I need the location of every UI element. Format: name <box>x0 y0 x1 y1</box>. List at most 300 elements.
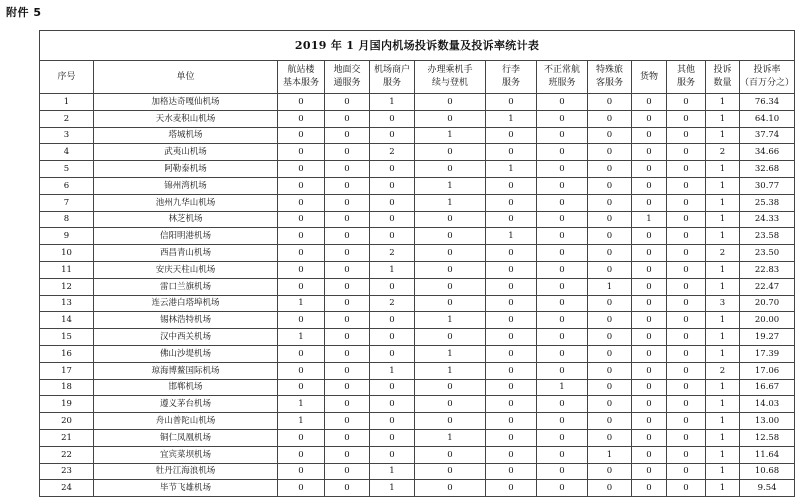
table-cell: 0 <box>588 144 632 161</box>
table-cell: 0 <box>667 396 706 413</box>
column-header <box>370 61 415 94</box>
table-cell: 1 <box>370 463 415 480</box>
table-cell: 8 <box>40 211 94 228</box>
table-cell: 1 <box>706 480 740 497</box>
table-cell: 0 <box>325 177 370 194</box>
table-cell: 30.77 <box>740 177 795 194</box>
table-cell: 1 <box>278 295 325 312</box>
table-cell: 37.74 <box>740 127 795 144</box>
table-cell: 1 <box>537 379 588 396</box>
table-cell: 16 <box>40 345 94 362</box>
table-cell: 0 <box>632 446 667 463</box>
table-cell: 0 <box>632 429 667 446</box>
table-cell: 20 <box>40 413 94 430</box>
column-header-line1: 序号 <box>57 71 76 82</box>
table-cell: 0 <box>632 362 667 379</box>
column-header-line2: 数量 <box>713 78 732 88</box>
table-cell: 0 <box>486 211 537 228</box>
table-cell: 1 <box>706 127 740 144</box>
column-header <box>740 61 795 94</box>
table-cell: 0 <box>667 329 706 346</box>
table-cell: 76.34 <box>740 94 795 111</box>
table-cell: 0 <box>588 480 632 497</box>
table-cell: 0 <box>632 261 667 278</box>
table-cell: 13 <box>40 295 94 312</box>
table-cell: 13.00 <box>740 413 795 430</box>
table-cell: 0 <box>370 329 415 346</box>
table-row <box>40 177 795 194</box>
table-cell: 0 <box>278 362 325 379</box>
table-cell: 3 <box>706 295 740 312</box>
table-cell: 1 <box>278 329 325 346</box>
table-cell: 0 <box>370 211 415 228</box>
table-cell: 0 <box>325 94 370 111</box>
table-cell: 0 <box>325 161 370 178</box>
table-cell: 19.27 <box>740 329 795 346</box>
table-cell: 0 <box>325 362 370 379</box>
table-cell: 0 <box>370 127 415 144</box>
table-row <box>40 362 795 379</box>
table-cell: 林芝机场 <box>94 211 278 228</box>
table-cell: 1 <box>415 177 486 194</box>
column-header <box>325 61 370 94</box>
table-cell: 0 <box>415 379 486 396</box>
table-cell: 0 <box>370 429 415 446</box>
table-cell: 0 <box>486 295 537 312</box>
table-cell: 0 <box>588 362 632 379</box>
table-row <box>40 463 795 480</box>
table-cell: 0 <box>537 228 588 245</box>
table-cell: 0 <box>278 345 325 362</box>
table-cell: 0 <box>415 278 486 295</box>
table-cell: 1 <box>588 446 632 463</box>
column-header <box>94 61 278 94</box>
table-cell: 0 <box>667 177 706 194</box>
table-cell: 天水麦积山机场 <box>94 110 278 127</box>
column-header-row <box>40 61 795 94</box>
column-header-line1: 地面交 <box>333 65 361 75</box>
table-cell: 连云港白塔埠机场 <box>94 295 278 312</box>
table-cell: 0 <box>325 211 370 228</box>
table-cell: 23.50 <box>740 245 795 262</box>
table-cell: 0 <box>370 278 415 295</box>
table-row <box>40 329 795 346</box>
table-cell: 0 <box>667 480 706 497</box>
column-header-line2: （百万分之） <box>740 78 795 88</box>
table-cell: 9.54 <box>740 480 795 497</box>
column-header-line1: 航站楼 <box>287 65 315 75</box>
table-row <box>40 161 795 178</box>
table-cell: 0 <box>632 480 667 497</box>
table-cell: 0 <box>588 228 632 245</box>
table-cell: 0 <box>325 245 370 262</box>
table-cell: 0 <box>325 379 370 396</box>
table-cell: 17 <box>40 362 94 379</box>
table-cell: 0 <box>486 446 537 463</box>
attachment-label: 附件 5 <box>6 6 42 19</box>
table-cell: 0 <box>667 94 706 111</box>
table-cell: 0 <box>486 429 537 446</box>
table-row <box>40 413 795 430</box>
table-cell: 1 <box>415 127 486 144</box>
table-cell: 0 <box>537 362 588 379</box>
table-cell: 0 <box>278 429 325 446</box>
table-cell: 4 <box>40 144 94 161</box>
column-header-line1: 单位 <box>176 71 195 82</box>
table-cell: 雷口兰旗机场 <box>94 278 278 295</box>
table-cell: 0 <box>667 194 706 211</box>
table-cell: 10 <box>40 245 94 262</box>
table-cell: 0 <box>667 345 706 362</box>
table-cell: 信阳明港机场 <box>94 228 278 245</box>
table-cell: 0 <box>537 194 588 211</box>
table-cell: 0 <box>588 110 632 127</box>
table-cell: 0 <box>370 345 415 362</box>
table-cell: 池州九华山机场 <box>94 194 278 211</box>
table-cell: 0 <box>278 228 325 245</box>
column-header-line1: 办理乘机手 <box>427 65 473 75</box>
table-cell: 0 <box>370 161 415 178</box>
table-cell: 毕节飞雄机场 <box>94 480 278 497</box>
table-cell: 0 <box>486 480 537 497</box>
table-cell: 0 <box>632 295 667 312</box>
table-cell: 0 <box>667 161 706 178</box>
table-cell: 16.67 <box>740 379 795 396</box>
table-cell: 0 <box>588 429 632 446</box>
table-cell: 1 <box>278 413 325 430</box>
table-cell: 0 <box>278 463 325 480</box>
table-cell: 0 <box>278 110 325 127</box>
table-cell: 0 <box>632 329 667 346</box>
table-cell: 0 <box>370 194 415 211</box>
table-cell: 0 <box>278 211 325 228</box>
table-cell: 0 <box>667 245 706 262</box>
table-cell: 0 <box>486 379 537 396</box>
table-cell: 0 <box>632 278 667 295</box>
table-cell: 0 <box>667 362 706 379</box>
table-cell: 0 <box>537 211 588 228</box>
table-row <box>40 312 795 329</box>
table-cell: 0 <box>632 396 667 413</box>
table-cell: 0 <box>415 480 486 497</box>
table-cell: 0 <box>325 110 370 127</box>
table-cell: 0 <box>415 161 486 178</box>
table-cell: 0 <box>415 413 486 430</box>
table-cell: 1 <box>40 94 94 111</box>
table-cell: 0 <box>588 245 632 262</box>
table-cell: 0 <box>486 345 537 362</box>
table-cell: 0 <box>415 446 486 463</box>
table-cell: 14 <box>40 312 94 329</box>
table-cell: 0 <box>667 278 706 295</box>
table-cell: 6 <box>40 177 94 194</box>
table-cell: 22.47 <box>740 278 795 295</box>
table-cell: 0 <box>415 261 486 278</box>
table-cell: 1 <box>706 228 740 245</box>
table-cell: 0 <box>632 312 667 329</box>
table-row <box>40 480 795 497</box>
table-cell: 铜仁凤凰机场 <box>94 429 278 446</box>
table-cell: 0 <box>370 379 415 396</box>
table-cell: 22 <box>40 446 94 463</box>
table-row <box>40 228 795 245</box>
table-cell: 宜宾菜坝机场 <box>94 446 278 463</box>
column-header-line1: 货物 <box>639 71 658 82</box>
table-cell: 0 <box>486 94 537 111</box>
table-cell: 0 <box>325 295 370 312</box>
column-header-line2: 续与登机 <box>431 78 468 88</box>
table-cell: 0 <box>667 127 706 144</box>
table-cell: 汉中西关机场 <box>94 329 278 346</box>
table-cell: 1 <box>415 312 486 329</box>
table-cell: 0 <box>588 211 632 228</box>
table-cell: 0 <box>370 396 415 413</box>
table-cell: 11 <box>40 261 94 278</box>
table-cell: 0 <box>486 396 537 413</box>
table-cell: 12 <box>40 278 94 295</box>
table-cell: 1 <box>706 379 740 396</box>
table-cell: 武夷山机场 <box>94 144 278 161</box>
table-cell: 阿勒泰机场 <box>94 161 278 178</box>
table-cell: 0 <box>415 144 486 161</box>
table-cell: 1 <box>706 110 740 127</box>
table-row <box>40 94 795 111</box>
table-cell: 0 <box>325 480 370 497</box>
table-cell: 0 <box>537 177 588 194</box>
table-cell: 0 <box>325 228 370 245</box>
column-header-line1: 投诉 <box>713 65 732 75</box>
column-header <box>588 61 632 94</box>
table-cell: 9 <box>40 228 94 245</box>
table-cell: 0 <box>325 194 370 211</box>
table-row <box>40 345 795 362</box>
table-cell: 0 <box>278 379 325 396</box>
table-cell: 34.66 <box>740 144 795 161</box>
table-row <box>40 245 795 262</box>
table-cell: 0 <box>537 278 588 295</box>
table-cell: 0 <box>278 94 325 111</box>
table-cell: 0 <box>537 329 588 346</box>
table-cell: 0 <box>486 127 537 144</box>
table-cell: 塔城机场 <box>94 127 278 144</box>
table-cell: 23 <box>40 463 94 480</box>
table-cell: 14.03 <box>740 396 795 413</box>
complaint-statistics-table <box>39 30 795 497</box>
table-cell: 0 <box>632 144 667 161</box>
table-cell: 1 <box>588 278 632 295</box>
table-cell: 0 <box>278 261 325 278</box>
table-cell: 0 <box>537 463 588 480</box>
table-cell: 0 <box>588 261 632 278</box>
table-cell: 0 <box>537 110 588 127</box>
table-cell: 1 <box>486 228 537 245</box>
table-cell: 0 <box>325 329 370 346</box>
table-cell: 0 <box>278 245 325 262</box>
table-cell: 0 <box>325 312 370 329</box>
table-cell: 0 <box>325 144 370 161</box>
table-cell: 1 <box>706 463 740 480</box>
table-cell: 17.06 <box>740 362 795 379</box>
table-cell: 西昌青山机场 <box>94 245 278 262</box>
table-cell: 0 <box>632 161 667 178</box>
table-cell: 1 <box>706 429 740 446</box>
table-cell: 0 <box>667 312 706 329</box>
table-cell: 0 <box>667 110 706 127</box>
table-row <box>40 379 795 396</box>
table-cell: 24 <box>40 480 94 497</box>
table-cell: 1 <box>370 362 415 379</box>
table-cell: 2 <box>370 144 415 161</box>
table-cell: 1 <box>706 329 740 346</box>
table-cell: 0 <box>325 261 370 278</box>
table-row <box>40 261 795 278</box>
table-cell: 0 <box>486 194 537 211</box>
table-cell: 舟山普陀山机场 <box>94 413 278 430</box>
table-cell: 0 <box>632 110 667 127</box>
column-header-line2: 服务 <box>676 78 695 88</box>
table-cell: 0 <box>370 413 415 430</box>
table-body <box>40 94 795 497</box>
table-title: 2019 年 1 月国内机场投诉数量及投诉率统计表 <box>40 31 795 61</box>
table-cell: 0 <box>667 379 706 396</box>
table-cell: 1 <box>486 161 537 178</box>
table-cell: 2 <box>706 245 740 262</box>
table-cell: 0 <box>486 312 537 329</box>
table-cell: 0 <box>537 261 588 278</box>
table-cell: 25.38 <box>740 194 795 211</box>
table-cell: 24.33 <box>740 211 795 228</box>
table-row <box>40 194 795 211</box>
column-header-line2: 基本服务 <box>282 78 319 88</box>
table-cell: 2 <box>370 295 415 312</box>
table-cell: 0 <box>370 110 415 127</box>
table-cell: 0 <box>537 429 588 446</box>
table-cell: 0 <box>632 413 667 430</box>
table-cell: 32.68 <box>740 161 795 178</box>
table-cell: 1 <box>415 194 486 211</box>
table-cell: 0 <box>537 312 588 329</box>
table-cell: 11.64 <box>740 446 795 463</box>
table-cell: 0 <box>370 177 415 194</box>
table-row <box>40 211 795 228</box>
table-cell: 2 <box>706 362 740 379</box>
table-cell: 0 <box>632 345 667 362</box>
table-cell: 5 <box>40 161 94 178</box>
table-cell: 20.00 <box>740 312 795 329</box>
column-header <box>278 61 325 94</box>
table-cell: 0 <box>667 144 706 161</box>
table-cell: 0 <box>325 463 370 480</box>
table-cell: 邯郸机场 <box>94 379 278 396</box>
table-cell: 0 <box>588 161 632 178</box>
table-cell: 0 <box>588 345 632 362</box>
table-cell: 21 <box>40 429 94 446</box>
table-cell: 1 <box>706 211 740 228</box>
table-cell: 琼海博鳌国际机场 <box>94 362 278 379</box>
table-cell: 0 <box>486 329 537 346</box>
table-cell: 1 <box>370 261 415 278</box>
table-cell: 0 <box>415 463 486 480</box>
table-cell: 1 <box>706 177 740 194</box>
table-cell: 0 <box>415 295 486 312</box>
table-cell: 0 <box>632 194 667 211</box>
column-header-line1: 行李 <box>501 65 520 75</box>
column-header <box>486 61 537 94</box>
table-cell: 0 <box>278 144 325 161</box>
table-cell: 0 <box>325 429 370 446</box>
table-cell: 0 <box>278 480 325 497</box>
table-cell: 7 <box>40 194 94 211</box>
table-cell: 3 <box>40 127 94 144</box>
table-row <box>40 429 795 446</box>
table-cell: 1 <box>706 312 740 329</box>
table-cell: 1 <box>706 161 740 178</box>
table-row <box>40 446 795 463</box>
table-cell: 2 <box>40 110 94 127</box>
table-cell: 0 <box>537 245 588 262</box>
table-cell: 1 <box>415 429 486 446</box>
column-header <box>537 61 588 94</box>
column-header-line2: 客服务 <box>595 78 623 88</box>
table-cell: 64.10 <box>740 110 795 127</box>
table-cell: 0 <box>278 312 325 329</box>
table-cell: 0 <box>667 429 706 446</box>
table-row <box>40 127 795 144</box>
table-cell: 0 <box>588 329 632 346</box>
table-cell: 0 <box>370 228 415 245</box>
table-cell: 0 <box>632 94 667 111</box>
table-cell: 0 <box>632 177 667 194</box>
table-cell: 0 <box>588 379 632 396</box>
table-cell: 1 <box>370 94 415 111</box>
column-header-line1: 特殊旅 <box>595 65 623 75</box>
table-cell: 2 <box>370 245 415 262</box>
table-cell: 0 <box>278 127 325 144</box>
table-cell: 0 <box>632 379 667 396</box>
table-cell: 0 <box>537 345 588 362</box>
table-cell: 1 <box>706 278 740 295</box>
table-cell: 0 <box>537 144 588 161</box>
table-cell: 0 <box>415 329 486 346</box>
table-cell: 1 <box>706 94 740 111</box>
table-cell: 19 <box>40 396 94 413</box>
table-cell: 0 <box>667 463 706 480</box>
table-cell: 0 <box>415 396 486 413</box>
table-cell: 1 <box>415 362 486 379</box>
table-cell: 0 <box>415 94 486 111</box>
table-cell: 0 <box>667 446 706 463</box>
table-cell: 0 <box>415 110 486 127</box>
table-cell: 0 <box>588 94 632 111</box>
table-cell: 0 <box>632 228 667 245</box>
table-cell: 0 <box>278 177 325 194</box>
table-cell: 0 <box>632 463 667 480</box>
table-cell: 1 <box>706 345 740 362</box>
table-cell: 20.70 <box>740 295 795 312</box>
table-cell: 18 <box>40 379 94 396</box>
table-cell: 0 <box>486 245 537 262</box>
column-header <box>632 61 667 94</box>
table-cell: 0 <box>370 446 415 463</box>
table-cell: 0 <box>632 127 667 144</box>
table-cell: 佛山沙堤机场 <box>94 345 278 362</box>
table-cell: 0 <box>537 480 588 497</box>
table-cell: 加格达奇嘎仙机场 <box>94 94 278 111</box>
table-row <box>40 278 795 295</box>
table-cell: 10.68 <box>740 463 795 480</box>
column-header <box>667 61 706 94</box>
table-cell: 0 <box>588 396 632 413</box>
